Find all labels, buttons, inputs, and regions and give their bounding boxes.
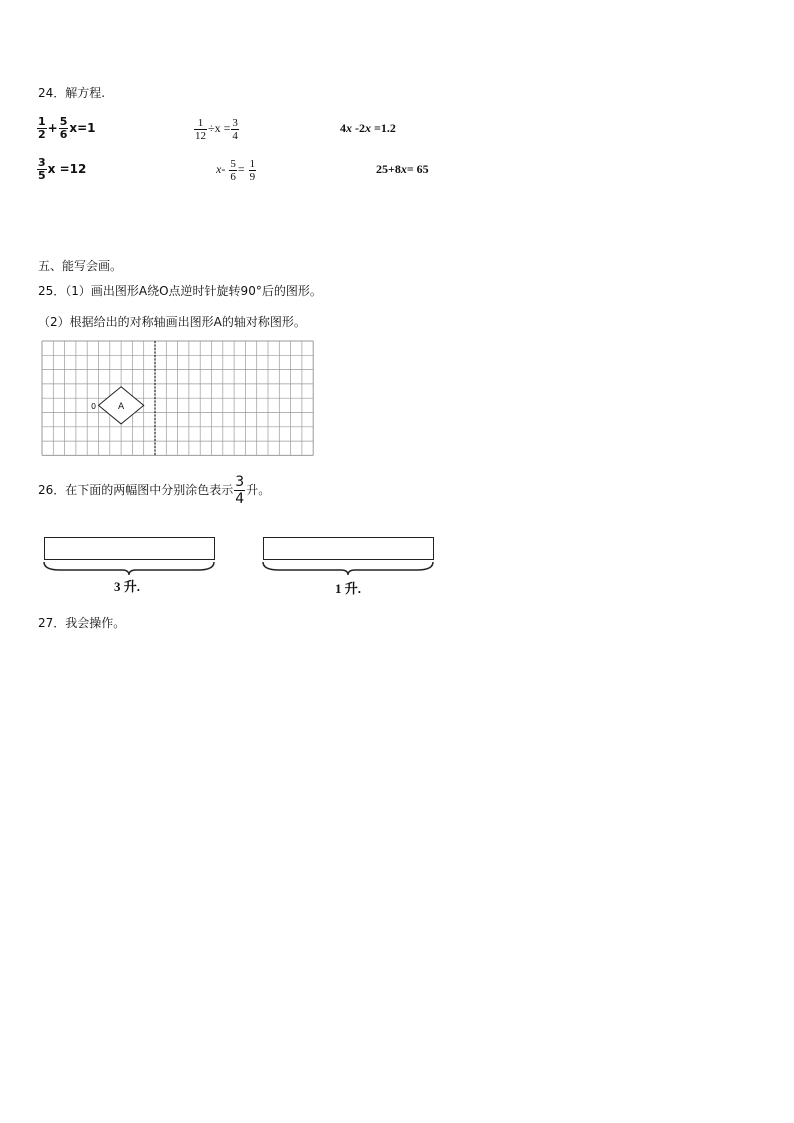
section-title: 五、能写会画。 [38, 259, 123, 273]
shape-a-label: A [118, 401, 125, 412]
q25-part2: （2）根据给出的对称轴画出图形A的轴对称图形。 [38, 315, 306, 329]
equation-3: 4x -2x =1.2 [340, 121, 396, 135]
brace-icon [42, 560, 217, 576]
equation-1: $\frac{1}{2}$ + $\frac{5}{6}$ x=1 [38, 115, 96, 141]
equation-5: x- $\frac{5}{6}$ = $\frac{1}{9}$ [216, 157, 256, 183]
bar-1-liter[interactable] [263, 537, 434, 560]
fraction: $\frac{1}{2}$ [38, 115, 46, 141]
brace-icon [261, 560, 436, 576]
bar1-label: 3 升. [114, 579, 141, 594]
q24-title: 24．解方程. [38, 86, 106, 100]
point-o-label: 0 [90, 401, 97, 411]
bar2-label: 1 升. [335, 581, 362, 596]
q26-text [38, 470, 270, 510]
q27-title: 27．我会操作。 [38, 616, 126, 630]
grid-figure [40, 340, 314, 457]
q25-part1: 25．（1）画出图形A绕O点逆时针旋转90°后的图形。 [38, 284, 322, 298]
fraction-three-quarters: $\frac{3}{4}$ [235, 474, 245, 507]
fraction: $\frac{5}{6}$ [59, 115, 68, 141]
q26-suffix: 升。 [246, 483, 271, 497]
bar-3-liters[interactable] [44, 537, 215, 560]
equation-4: $\frac{3}{5}$ x =12 [38, 156, 87, 182]
equation-6: 25+8x= 65 [376, 162, 429, 176]
q26-prefix: 26．在下面的两幅图中分别涂色表示 [38, 483, 234, 497]
equation-2: $\frac{1}{12}$ ÷x = $\frac{3}{4}$ [195, 116, 238, 142]
